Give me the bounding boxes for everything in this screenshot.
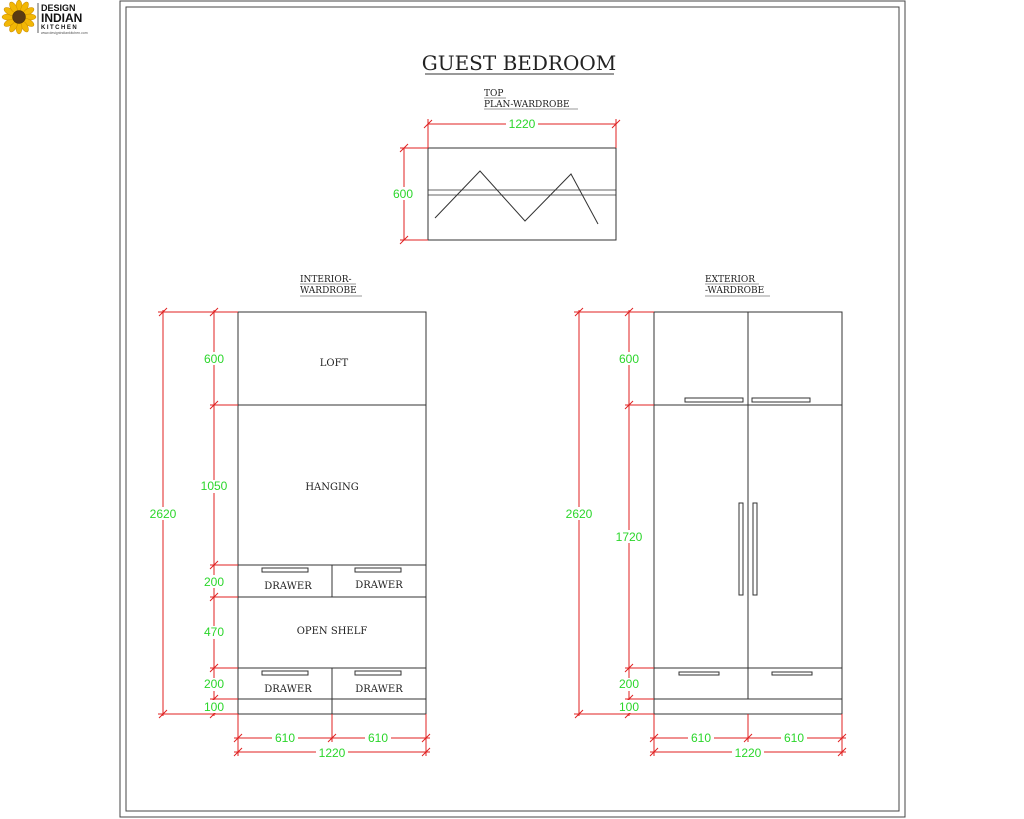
interior-hanging-dim: 1050: [200, 479, 228, 493]
interior-drawer1-dim: 200: [203, 575, 225, 589]
top-plan-title-2: PLAN-WARDROBE: [484, 100, 570, 110]
exterior-total-height-dim: 2620: [565, 507, 593, 521]
drawer-label: DRAWER: [264, 684, 312, 695]
interior-left-half-dim: 610: [274, 731, 296, 745]
drawer-label: DRAWER: [264, 581, 312, 592]
logo-line-2: INDIAN: [41, 11, 83, 25]
interior-base-dim: 100: [203, 700, 225, 714]
exterior-elevation: [563, 275, 846, 760]
exterior-width-dim: 1220: [734, 746, 762, 760]
sunflower-icon: [2, 0, 36, 34]
interior-elevation: [147, 275, 430, 760]
top-plan-width-dim: 1220: [508, 117, 536, 131]
brand-logo: [2, 0, 88, 35]
top-plan-view: [390, 89, 620, 244]
exterior-loft-dim: 600: [618, 352, 640, 366]
exterior-left-half-dim: 610: [690, 731, 712, 745]
exterior-title-1: EXTERIOR: [705, 275, 756, 285]
drawer-label: DRAWER: [355, 684, 403, 695]
page-title: GUEST BEDROOM: [421, 51, 617, 75]
drawer-label: DRAWER: [355, 580, 403, 591]
exterior-doors-dim: 1720: [615, 530, 643, 544]
exterior-drawer-dim: 200: [618, 677, 640, 691]
interior-right-half-dim: 610: [367, 731, 389, 745]
logo-line-1: DESIGN: [41, 3, 76, 13]
logo-url: www.designindiankitchen.com: [41, 31, 88, 35]
exterior-base-dim: 100: [618, 700, 640, 714]
logo-line-3: KITCHEN: [41, 25, 79, 31]
wardrobe-top-outline: [428, 148, 616, 240]
open-shelf-label: OPEN SHELF: [296, 626, 368, 637]
top-plan-title-1: TOP: [484, 89, 504, 99]
interior-loft-dim: 600: [203, 352, 225, 366]
interior-title-1: INTERIOR-: [300, 275, 352, 285]
exterior-title-2: -WARDROBE: [705, 286, 765, 296]
interior-drawer2-dim: 200: [203, 677, 225, 691]
exterior-right-half-dim: 610: [783, 731, 805, 745]
top-plan-depth-dim: 600: [392, 187, 414, 201]
hanging-label: HANGING: [305, 482, 359, 493]
door-swing-lines: [435, 171, 598, 224]
interior-shelf-dim: 470: [203, 625, 225, 639]
interior-title-2: WARDROBE: [300, 286, 357, 296]
interior-total-height-dim: 2620: [149, 507, 177, 521]
loft-label: LOFT: [319, 358, 349, 369]
interior-width-dim: 1220: [318, 746, 346, 760]
